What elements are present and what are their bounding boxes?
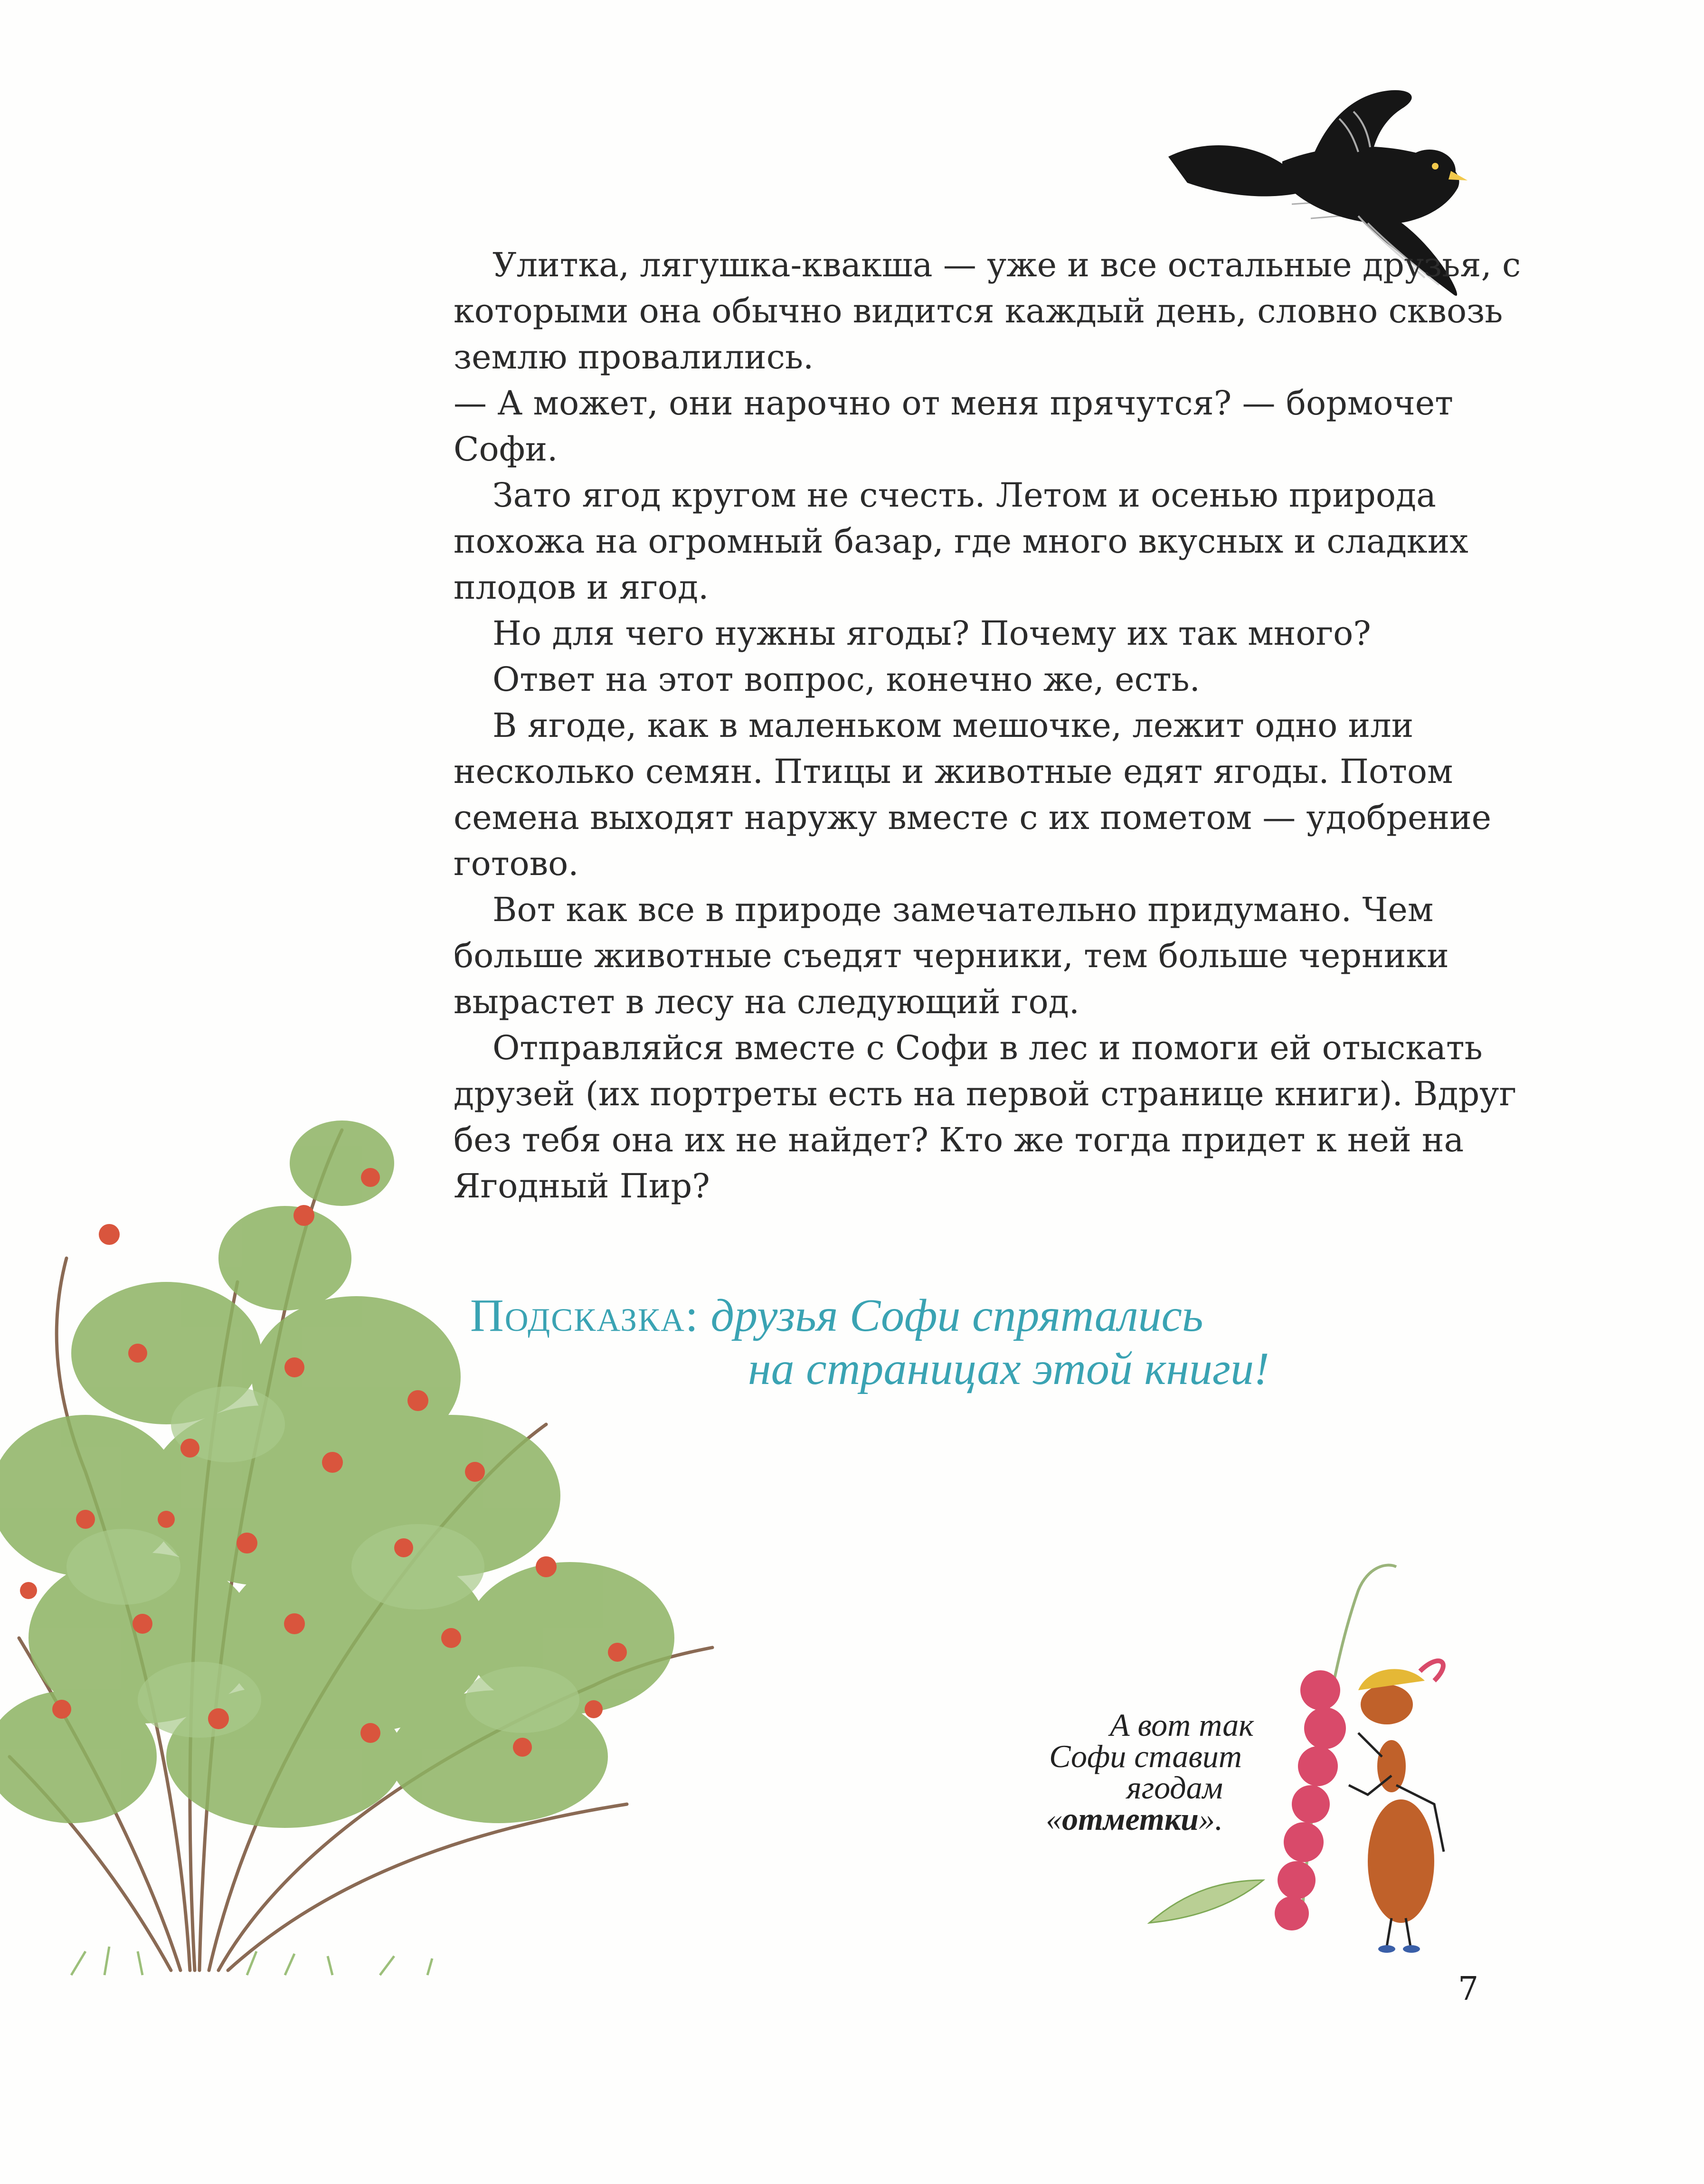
- caption-line: [959, 1803, 1254, 1835]
- hint-text-1: друзья Софи спрятались: [710, 1290, 1203, 1341]
- page-number: 7: [1458, 1970, 1479, 2008]
- ant-caption: [959, 1709, 1254, 1835]
- paragraph: В ягоде, как в маленьком мешочке, лежит одно или несколько семян. Птицы и животные едят ягоды. Потом семена выходят наружу вместе с их пометом — удобрение готово.: [454, 706, 1492, 883]
- caption-quote-close: ».: [1199, 1801, 1223, 1837]
- hint-line-1: [470, 1289, 1420, 1342]
- caption-line: А вот так: [1109, 1707, 1254, 1743]
- hint-line-2: на страницах этой книги!: [748, 1343, 1269, 1394]
- hint-block: [470, 1289, 1420, 1395]
- paragraph: Вот как все в природе замечательно придумано. Чем больше животные съедят черники, тем больше черники вырастет в лесу на следующий год.: [454, 890, 1449, 1021]
- paragraph: Улитка, лягушка-квакша — уже и все остальные друзья, с которыми она обычно видится каждый день, словно сквозь землю провалились.: [454, 245, 1521, 377]
- caption-bold-word: отметки: [1062, 1801, 1199, 1837]
- paragraph: Ответ на этот вопрос, конечно же, есть.: [492, 660, 1200, 699]
- caption-quote-open: «: [1046, 1801, 1062, 1837]
- paragraph: Отправляйся вместе с Софи в лес и помоги ей отыскать друзей (их портреты есть на первой странице книги). Вдруг без тебя она их не найдет? Кто же тогда придет к ней на Ягодный Пир?: [454, 1028, 1517, 1205]
- hint-label: Подсказка:: [470, 1290, 700, 1341]
- caption-line: Софи ставит: [1049, 1738, 1242, 1774]
- paragraph: Но для чего нужны ягоды? Почему их так много?: [492, 614, 1371, 653]
- caption-line: ягодам: [1126, 1770, 1223, 1806]
- body-text: [454, 242, 1546, 1209]
- paragraph: Зато ягод кругом не счесть. Летом и осенью природа похожа на огромный базар, где много вкусных и сладких плодов и ягод.: [454, 476, 1468, 607]
- paragraph: — А может, они нарочно от меня прячутся? — бормочет Софи.: [454, 384, 1453, 469]
